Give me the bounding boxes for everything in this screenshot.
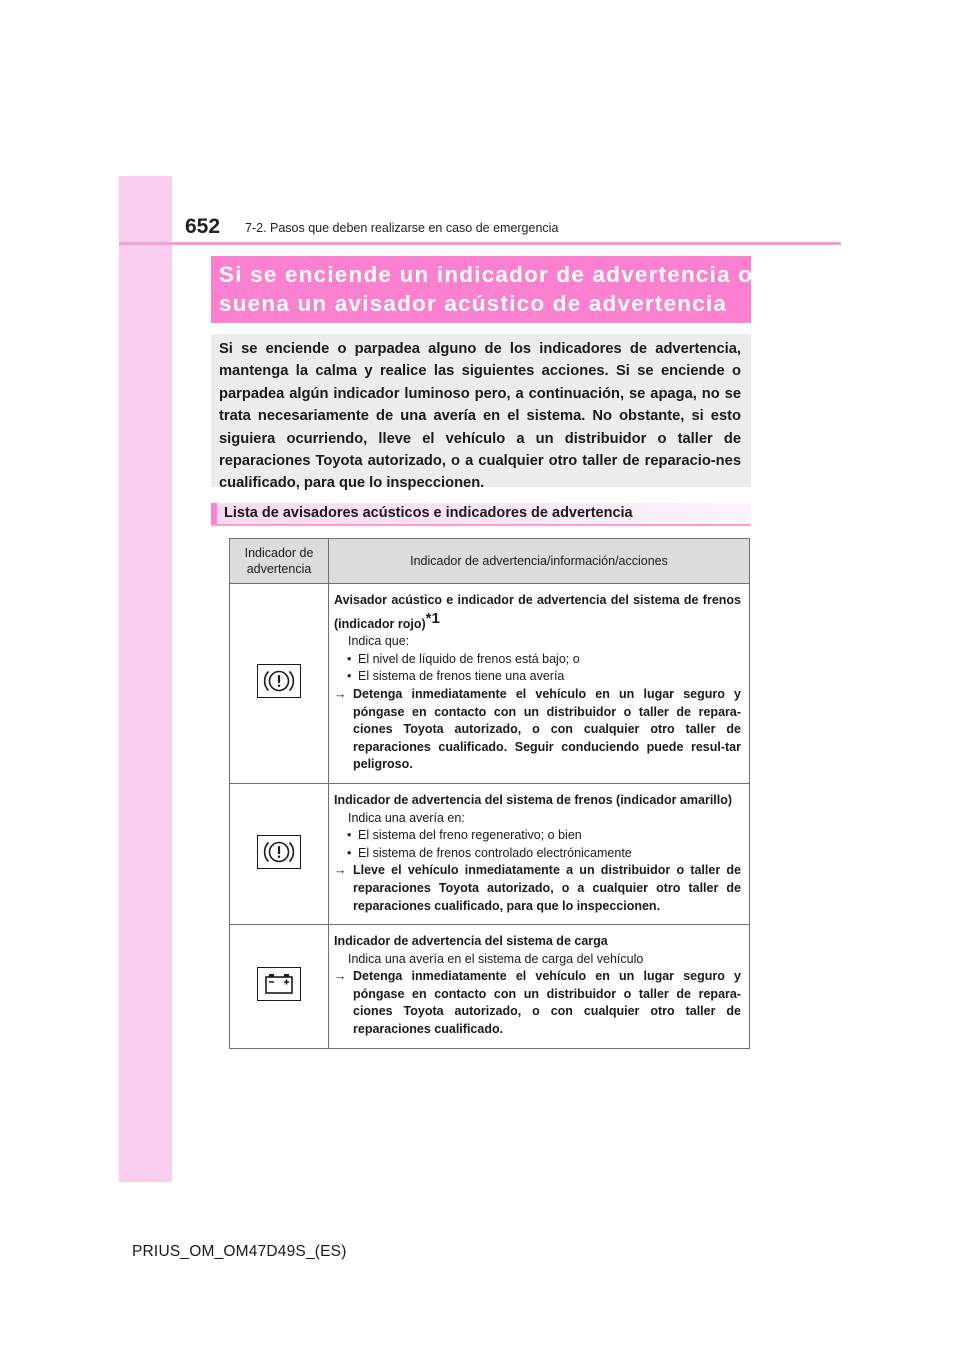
list-item: • El nivel de líquido de frenos está bajo; o — [334, 651, 741, 669]
indicator-action — [334, 686, 741, 774]
column-header-info: Indicador de advertencia/información/acciones — [329, 539, 750, 584]
indicator-title: Indicador de advertencia del sistema de frenos (indicador amarillo) — [334, 792, 733, 807]
section-header: 7-2. Pasos que deben realizarse en caso de emergencia — [245, 221, 559, 235]
table-header-row — [230, 539, 750, 584]
arrow-icon: → — [334, 969, 347, 984]
footnote-mark: *1 — [425, 609, 440, 627]
list-item: • El sistema de frenos controlado electrónicamente — [334, 845, 741, 863]
side-margin-band — [119, 176, 172, 1182]
brake-warning-icon — [257, 664, 301, 698]
battery-icon — [257, 967, 301, 1001]
subheading-accent-bar — [211, 503, 217, 524]
indicator-action-text: Lleve el vehículo inmediatamente a un distribuidor o taller de reparaciones Toyota autorizado, o a cualquier otro taller de reparaciones cualificado, para que lo inspeccionen. — [353, 863, 741, 913]
indicator-icon-cell — [230, 584, 329, 784]
indicator-intro: Indica una avería en: — [348, 810, 465, 825]
column-header-indicator: Indicador de advertencia — [230, 539, 329, 584]
list-item: • El sistema del freno regenerativo; o bien — [334, 827, 741, 845]
indicator-info-cell — [329, 783, 750, 924]
page-title — [211, 256, 754, 323]
header-rule — [119, 242, 841, 245]
arrow-icon: → — [334, 863, 347, 878]
indicator-title: Indicador de advertencia del sistema de carga — [334, 934, 608, 949]
indicator-title — [334, 592, 741, 633]
footer-document-code: PRIUS_OM_OM47D49S_(ES) — [132, 1243, 347, 1260]
indicator-action — [334, 968, 741, 1038]
page-number: 652 — [185, 215, 221, 238]
brake-warning-icon — [257, 835, 301, 869]
table-row — [230, 783, 750, 924]
intro-text: Si se enciende o parpadea alguno de los indicadores de advertencia, mantenga la calma y realice las siguientes acciones. Si se enciende o parpadea algún indicador luminoso pero, a continuación, se apaga, no se trata necesariamente de una avería en el sistema. No obstante, si esto siguiera ocurriendo, lleve el vehículo a un distribuidor o taller de reparaciones Toyota autorizado, o a cualquier otro taller de reparacio-nes cualificado, para que lo inspeccionen. — [219, 341, 741, 492]
page-title-line-2: suena un avisador acústico de advertencia — [219, 291, 728, 316]
indicator-icon-cell — [230, 783, 329, 924]
indicator-intro: Indica una avería en el sistema de carga del vehículo — [348, 951, 644, 966]
table-row — [230, 584, 750, 784]
table-row — [230, 925, 750, 1049]
subheading — [211, 503, 751, 526]
indicator-icon-cell — [230, 925, 329, 1049]
indicator-info-cell — [329, 584, 750, 784]
subheading-text: Lista de avisadores acústicos e indicadores de advertencia — [224, 505, 633, 521]
arrow-icon: → — [334, 686, 347, 701]
indicator-action-text: Detenga inmediatamente el vehículo en un lugar seguro y póngase en contacto con un distribuidor o taller de repara-ciones Toyota autorizado, o con cualquier otro taller de reparaciones cualificado. Seguir conduciendo puede resul-tar peligroso. — [353, 686, 741, 772]
indicator-title-text: Avisador acústico e indicador de advertencia del sistema de frenos (indicador rojo) — [334, 593, 741, 631]
intro-box — [211, 334, 751, 492]
page-title-line-1: Si se enciende un indicador de advertencia o — [219, 262, 754, 287]
indicator-action-text: Detenga inmediatamente el vehículo en un lugar seguro y póngase en contacto con un distribuidor o taller de repara-ciones Toyota autorizado, o con cualquier otro taller de reparaciones cualificado. — [353, 969, 741, 1037]
indicator-action — [334, 862, 741, 915]
indicator-intro: Indica que: — [348, 634, 410, 649]
list-item: • El sistema de frenos tiene una avería — [334, 668, 741, 686]
warning-indicator-table — [229, 538, 750, 1049]
indicator-info-cell — [329, 925, 750, 1049]
